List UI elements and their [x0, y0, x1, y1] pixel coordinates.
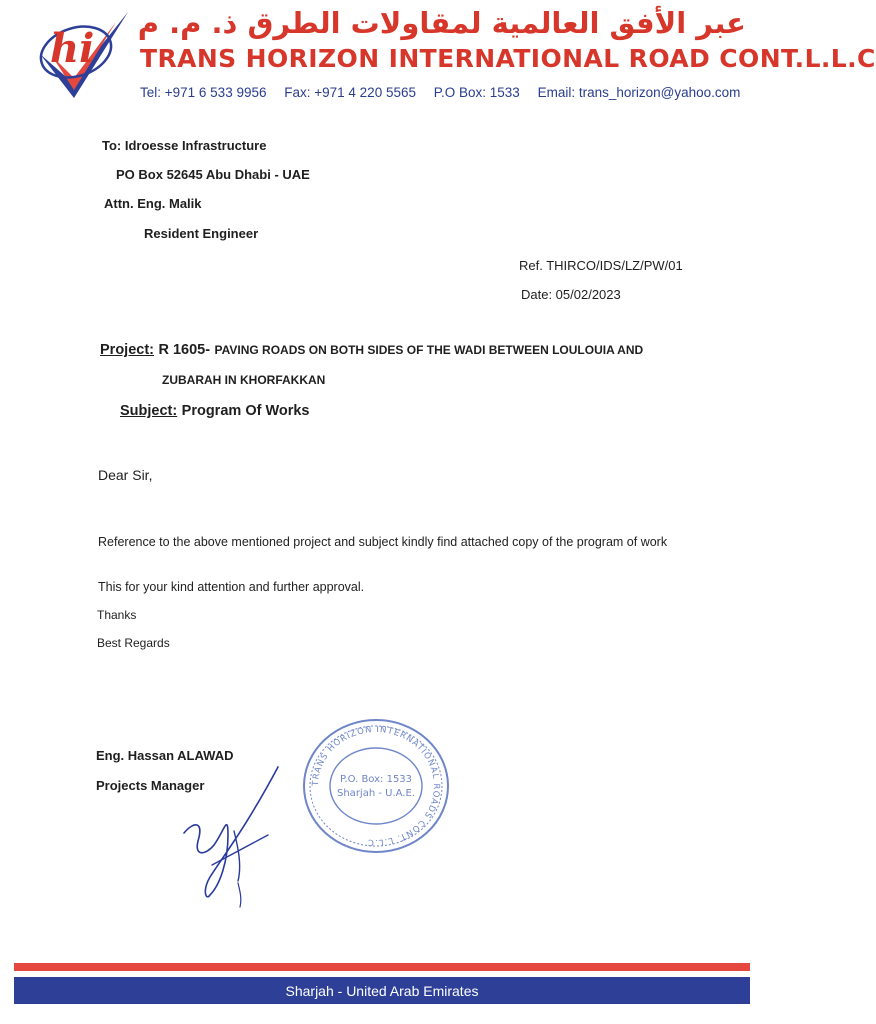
body-paragraph-1: Reference to the above mentioned project and subject kindly find attached copy of the program of work [98, 535, 668, 549]
company-name-english: TRANS HORIZON INTERNATIONAL ROAD CONT.L.L.C [140, 44, 876, 73]
project-title-line1: PAVING ROADS ON BOTH SIDES OF THE WADI BETWEEN LOULOUIA AND [214, 343, 644, 357]
footer-location: Sharjah - United Arab Emirates [285, 982, 479, 999]
reference-number: Ref. THIRCO/IDS/LZ/PW/01 [519, 258, 683, 273]
project-title-line2: ZUBARAH IN KHORFAKKAN [162, 373, 326, 387]
footer-blue-band [14, 977, 750, 1004]
company-logo [34, 10, 130, 102]
closing-regards: Best Regards [97, 636, 170, 650]
recipient-address: PO Box 52645 Abu Dhabi - UAE [116, 167, 310, 182]
subject-heading [120, 402, 310, 420]
handwritten-signature [176, 765, 286, 910]
project-code: R 1605- [158, 342, 211, 358]
company-name-arabic: عبر الأفق العالمية لمقاولات الطرق ذ. م. م [137, 6, 746, 40]
fax-number: Fax: +971 4 220 5565 [284, 85, 416, 100]
project-label: Project: [100, 342, 154, 358]
phone-number: Tel: +971 6 533 9956 [140, 85, 267, 100]
logo-initials: hi [50, 25, 95, 72]
body-paragraph-2: This for your kind attention and further approval. [98, 580, 365, 594]
recipient-attn: Attn. Eng. Malik [104, 196, 202, 211]
email-address: Email: trans_horizon@yahoo.com [537, 85, 741, 100]
stamp-ring-text: TRANS HORIZON INTERNATIONAL ROADS CONT. L.L.C [310, 724, 442, 848]
stamp-po-box: P.O. Box: 1533 [339, 774, 413, 785]
salutation: Dear Sir, [98, 467, 153, 483]
subject-value: Program Of Works [181, 403, 310, 419]
recipient-to: To: Idroesse Infrastructure [102, 138, 267, 153]
subject-label: Subject: [120, 403, 178, 419]
stamp-location: Sharjah - U.A.E. [337, 788, 415, 799]
footer-red-band [14, 963, 750, 971]
closing-thanks: Thanks [97, 608, 137, 622]
project-heading [100, 341, 643, 359]
contact-info [140, 85, 740, 100]
po-box: P.O Box: 1533 [433, 85, 520, 100]
signatory-title: Projects Manager [96, 778, 205, 793]
letter-date: Date: 05/02/2023 [521, 287, 621, 302]
company-seal-stamp [300, 716, 452, 856]
signatory-name: Eng. Hassan ALAWAD [96, 748, 234, 763]
recipient-role: Resident Engineer [144, 226, 259, 241]
